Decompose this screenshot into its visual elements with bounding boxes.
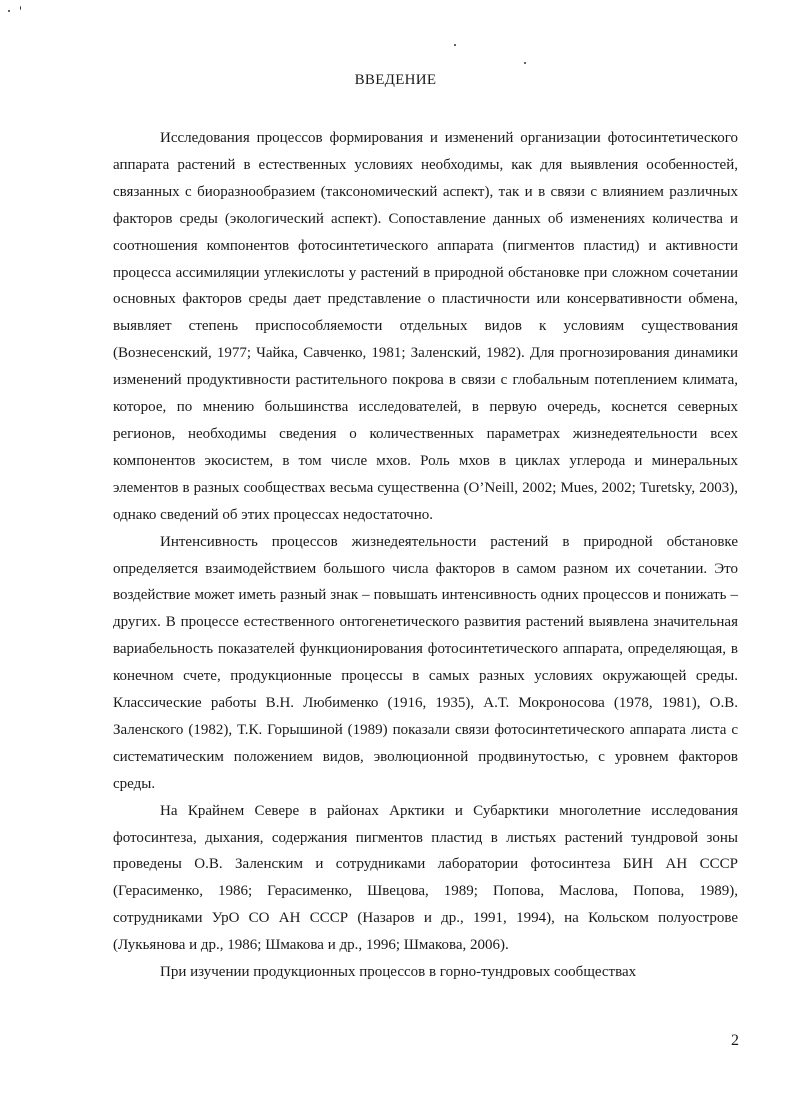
- section-title: ВВЕДЕНИЕ: [354, 72, 437, 88]
- scan-speck: [20, 6, 21, 10]
- paragraph-2: Интенсивность процессов жизнедеятельности растений в природной обстановке определяется взаимодействием большого числа факторов в самом разном их сочетании. Это воздействие может иметь разный знак – повышать интенсивность одних процессов и понижать – других. В процессе естественного онтогенетического развития растений выявлена значительная вариабельность показателей функционирования фотосинтетического аппарата, определяющая, в конечном счете, продукционные процессы в самых разных условиях окружающей среды. Классические работы В.Н. Любименко (1916, 1935), А.Т. Мокроносова (1978, 1981), О.В. Заленского (1982), Т.К. Горышиной (1989) показали связи фотосинтетического аппарата листа с систематическим положением видов, эволюционной продвинутостью, с уровнем факторов среды.: [113, 533, 738, 792]
- paragraph-3: На Крайнем Севере в районах Арктики и Субарктики многолетние исследования фотосинтеза, дыхания, содержания пигментов пластид в листьях растений тундровой зоны проведены О.В. Заленским и сотрудниками лаборатории фотосинтеза БИН АН СССР (Герасименко, 1986; Герасименко, Швецова, 1989; Попова, Маслова, Попова, 1989), сотрудниками УрО СО АН СССР (Назаров и др., 1991, 1994), на Кольском полуострове (Лукьянова и др., 1986; Шмакова и др., 1996; Шмакова, 2006).: [113, 802, 738, 954]
- paragraph-1: Исследования процессов формирования и изменений организации фотосинтетического аппарата растений в естественных условиях необходимы, как для выявления особенностей, связанных с биоразнообразием (таксономический аспект), так и в связи с влиянием различных факторов среды (экологический аспект). Сопоставление данных об изменениях количества и соотношения компонентов фотосинтетического аппарата (пигментов пластид) и активности процесса ассимиляции углекислоты у растений в природной обстановке при сложном сочетании основных факторов среды дает представление о пластичности или консервативности обмена, выявляет степень приспособляемости отдельных видов к условиям существования (Вознесенский, 1977; Чайка, Савченко, 1981; Заленский, 1982). Для прогнозирования динамики изменений продуктивности растительного покрова в связи с глобальным потеплением климата, которое, по мнению большинства исследователей, в первую очередь, коснется северных регионов, необходимы сведения о количественных параметрах жизнедеятельности всех компонентов экосистем, в том числе мхов. Роль мхов в циклах углерода и минеральных элементов в разных сообществах весьма существенна (O’Neill, 2002; Mues, 2002; Turetsky, 2003), однако сведений об этих процессах недостаточно.: [113, 130, 738, 523]
- paragraph-4: При изучении продукционных процессов в горно-тундровых сообществах: [160, 964, 637, 981]
- page-number: 2: [731, 1032, 739, 1049]
- scan-speck: [524, 62, 526, 64]
- scan-speck: [8, 10, 10, 12]
- scan-speck: [454, 44, 456, 46]
- body-text: [113, 125, 738, 986]
